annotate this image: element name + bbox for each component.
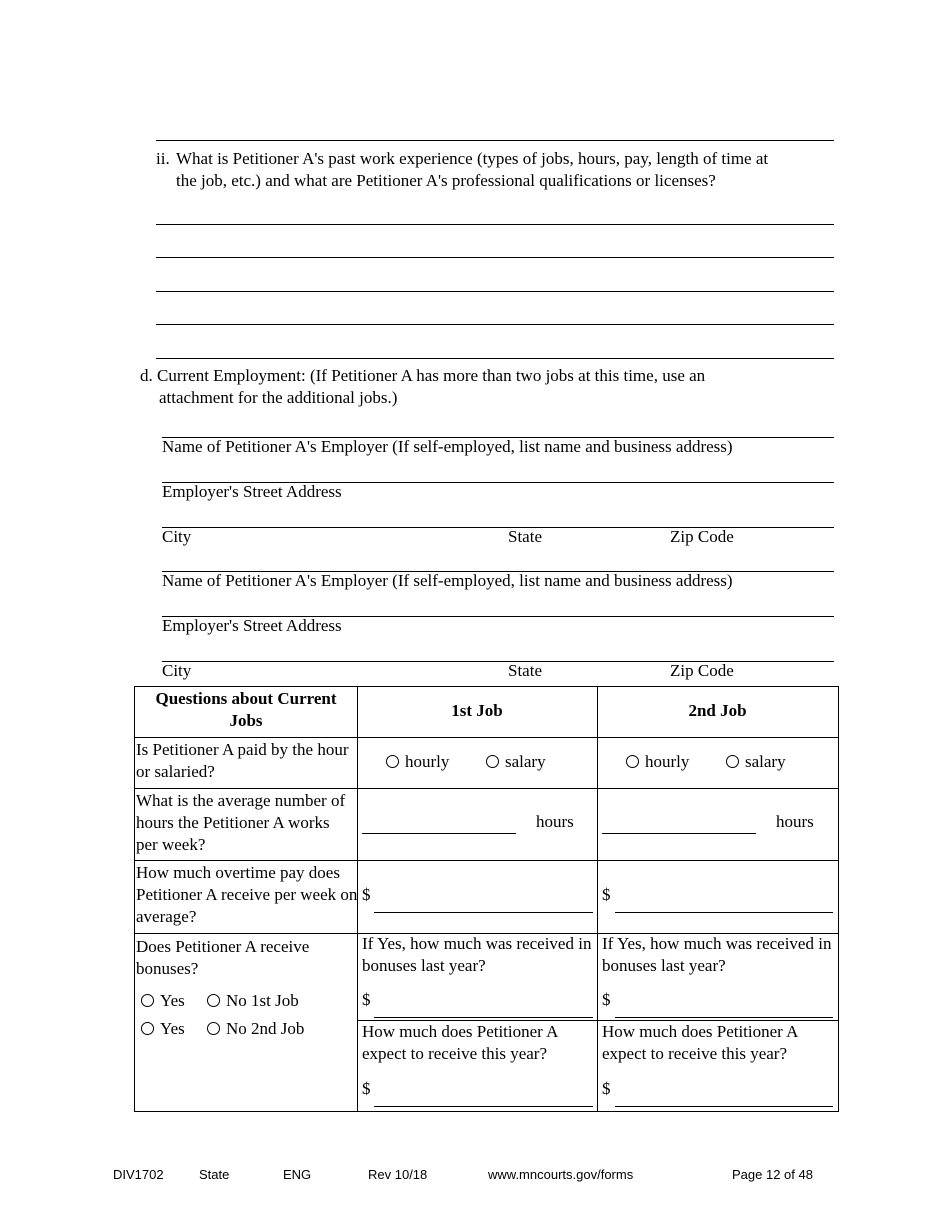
employer1-city-label: City <box>162 527 192 546</box>
table-header-2nd-job: 2nd Job <box>688 701 747 720</box>
job2-salary-option[interactable] <box>726 751 786 773</box>
bonus-1st-no-radio[interactable] <box>207 994 220 1007</box>
job2-salary-radio[interactable] <box>726 755 739 768</box>
top-rule <box>156 140 834 141</box>
footer-state: State <box>199 1167 230 1182</box>
section-d-line1: d. Current Employment: (If Petitioner A has more than two jobs at this time, use an <box>140 366 706 385</box>
job2-hours-unit: hours <box>776 812 814 831</box>
job2-bonus-this-year-label: How much does Petitioner A expect to receive this year? <box>602 1022 798 1063</box>
job1-hourly-radio[interactable] <box>386 755 399 768</box>
job2-bonus-this-year-field[interactable] <box>615 1106 833 1107</box>
row-hours-question: What is the average number of hours the Petitioner A works per week? <box>136 791 346 854</box>
bonus-1st-yes-radio[interactable] <box>141 994 154 1007</box>
job1-bonus-this-year-field[interactable] <box>374 1106 593 1107</box>
table-border-right <box>838 686 839 1112</box>
employer2-street-label: Employer's Street Address <box>162 616 342 635</box>
bonus-2nd-yes-option[interactable] <box>141 1018 185 1040</box>
footer-form-id: DIV1702 <box>113 1167 164 1182</box>
employer2-city-label: City <box>162 661 192 680</box>
table-border-top <box>134 686 839 687</box>
employer2-state-label: State <box>508 661 542 680</box>
row-pay-type-question: Is Petitioner A paid by the hour or salaried? <box>136 740 349 781</box>
table-header-1st-job: 1st Job <box>451 701 503 720</box>
job2-bonus-last-year-label: If Yes, how much was received in bonuses last year? <box>602 934 832 975</box>
employer1-zip-label: Zip Code <box>670 527 734 546</box>
job1-bonus-last-year-currency: $ <box>362 990 371 1009</box>
bonus-1st-yes-label: Yes <box>160 991 185 1010</box>
employer2-name-label: Name of Petitioner A's Employer (If self-employed, list name and business address) <box>162 571 733 590</box>
job1-overtime-currency: $ <box>362 885 371 904</box>
job2-bonus-this-year-currency: $ <box>602 1079 611 1098</box>
job1-hourly-option[interactable] <box>386 751 449 773</box>
row-bonuses-question: Does Petitioner A receive bonuses? <box>136 937 310 978</box>
job2-bonus-last-year-field[interactable] <box>615 1017 833 1018</box>
job2-hourly-option[interactable] <box>626 751 689 773</box>
table-header-questions: Questions about Current Jobs <box>155 689 337 730</box>
bonus-2nd-no-radio[interactable] <box>207 1022 220 1035</box>
job2-hourly-label: hourly <box>645 752 690 771</box>
job1-bonus-this-year-label: How much does Petitioner A expect to receive this year? <box>362 1022 558 1063</box>
bonus-2nd-yes-label: Yes <box>160 1019 185 1038</box>
question-ii-line1: What is Petitioner A's past work experience (types of jobs, hours, pay, length of time at <box>176 149 769 168</box>
current-jobs-table <box>134 686 839 1112</box>
footer-page-number: Page 12 of 48 <box>732 1167 813 1182</box>
employer1-state-label: State <box>508 527 542 546</box>
employer2-zip-label: Zip Code <box>670 661 734 680</box>
job2-hours-field[interactable] <box>602 833 756 834</box>
job2-hourly-radio[interactable] <box>626 755 639 768</box>
bonus-1st-no-label: No 1st Job <box>226 991 299 1010</box>
job1-salary-radio[interactable] <box>486 755 499 768</box>
bonus-1st-yes-option[interactable] <box>141 990 185 1012</box>
job2-overtime-currency: $ <box>602 885 611 904</box>
bonus-1st-no-option[interactable] <box>207 990 299 1012</box>
job1-hours-field[interactable] <box>362 833 516 834</box>
question-ii-line2: the job, etc.) and what are Petitioner A's professional qualifications or licenses? <box>176 171 716 190</box>
job1-salary-label: salary <box>505 752 546 771</box>
table-row-divider <box>134 860 839 861</box>
table-row-divider <box>134 788 839 789</box>
job2-bonus-last-year-currency: $ <box>602 990 611 1009</box>
footer-url[interactable]: www.mncourts.gov/forms <box>488 1167 634 1182</box>
table-col-divider-2 <box>597 686 598 1112</box>
answer-line-3[interactable] <box>156 291 834 292</box>
section-d-line2: attachment for the additional jobs.) <box>159 388 398 407</box>
answer-line-4[interactable] <box>156 324 834 325</box>
bonus-2nd-no-label: No 2nd Job <box>226 1019 305 1038</box>
job2-overtime-field[interactable] <box>615 912 833 913</box>
employer1-street-label: Employer's Street Address <box>162 482 342 501</box>
question-ii-number: ii. <box>156 149 170 168</box>
bonus-2nd-yes-radio[interactable] <box>141 1022 154 1035</box>
job1-salary-option[interactable] <box>486 751 546 773</box>
job1-hours-unit: hours <box>536 812 574 831</box>
answer-line-1[interactable] <box>156 224 834 225</box>
job1-bonus-this-year-currency: $ <box>362 1079 371 1098</box>
row-overtime-question: How much overtime pay does Petitioner A receive per week on average? <box>136 863 358 926</box>
footer-revision: Rev 10/18 <box>368 1167 428 1182</box>
employer1-name-label: Name of Petitioner A's Employer (If self-employed, list name and business address) <box>162 437 733 456</box>
answer-line-5[interactable] <box>156 358 834 359</box>
answer-line-2[interactable] <box>156 257 834 258</box>
job1-bonus-last-year-label: If Yes, how much was received in bonuses last year? <box>362 934 592 975</box>
job1-overtime-field[interactable] <box>374 912 593 913</box>
table-row-divider <box>134 737 839 738</box>
table-border-left <box>134 686 135 1112</box>
table-border-bottom <box>134 1111 839 1112</box>
footer-language: ENG <box>283 1167 312 1182</box>
job1-hourly-label: hourly <box>405 752 450 771</box>
bonus-2nd-no-option[interactable] <box>207 1018 304 1040</box>
job2-salary-label: salary <box>745 752 786 771</box>
job1-bonus-last-year-field[interactable] <box>374 1017 593 1018</box>
